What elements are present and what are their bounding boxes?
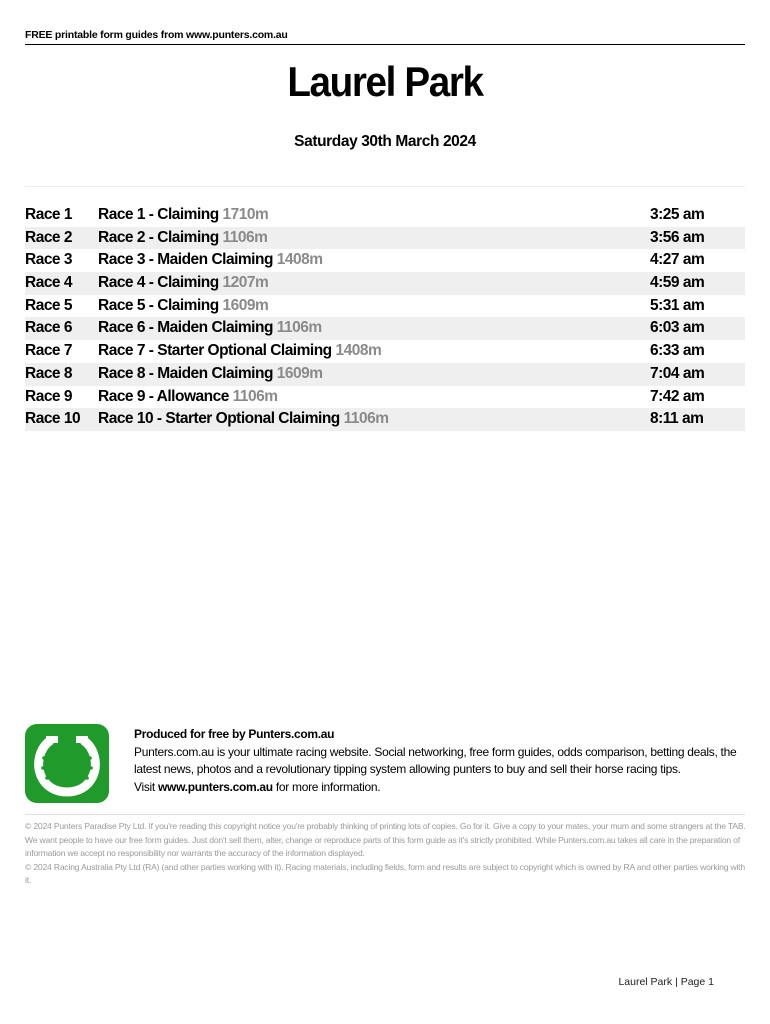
race-number: Race 7 [25,342,72,360]
race-title: Race 5 - Claiming [98,296,219,314]
page-title: Laurel Park [287,58,483,105]
race-name [98,317,322,340]
race-time: 3:56 am [650,228,705,246]
race-distance: 1609m [276,364,323,382]
race-title: Race 10 - Starter Optional Claiming [98,410,340,428]
copyright-punters: © 2024 Punters Paradise Pty Ltd. If you're reading this copyright notice you're probably thinking of printing lots of copies. Go for it. Give a copy to your mates, your mum and some strangers at the TAB. We want people to have our free form guides. Just don't sell them, alter, change or reproduce parts of this form guide as it's strictly prohibited. While Punters.com.au takes all care in the preparation of information we accept no responsibility nor warrants the accuracy of the information displayed. [25,821,746,859]
race-name [98,272,268,295]
race-distance: 1408m [276,251,323,269]
race-time: 5:31 am [650,296,705,314]
produced-heading: Produced for free by Punters.com.au [134,727,335,741]
race-row[interactable] [25,408,745,431]
race-number: Race 5 [25,296,72,314]
race-list [25,204,745,431]
race-time: 7:42 am [650,387,705,405]
race-row[interactable] [25,340,745,363]
section-divider [25,186,745,187]
race-number: Race 8 [25,364,72,382]
race-time: 4:59 am [650,274,705,292]
race-name [98,249,323,272]
race-number: Race 2 [25,228,72,246]
horseshoe-icon [25,724,109,803]
visit-prefix: Visit [134,779,158,794]
race-number: Race 9 [25,387,72,405]
race-distance: 1106m [222,228,268,246]
legal-notice [25,820,747,888]
race-name [98,386,278,409]
race-row[interactable] [25,249,745,272]
race-row[interactable] [25,295,745,318]
race-title: Race 3 - Maiden Claiming [98,251,273,269]
footer-divider [25,814,745,815]
race-time: 6:03 am [650,319,705,337]
race-number: Race 4 [25,274,72,292]
race-title: Race 7 - Starter Optional Claiming [98,342,332,360]
race-row[interactable] [25,227,745,250]
race-number: Race 1 [25,206,72,223]
race-distance: 1106m [232,387,278,405]
race-row[interactable] [25,386,745,409]
race-row[interactable] [25,272,745,295]
race-time: 6:33 am [650,342,705,360]
race-time: 8:11 am [650,410,704,428]
race-time: 4:27 am [650,251,705,269]
header-divider [25,44,745,45]
race-number: Race 3 [25,251,72,269]
race-name [98,363,323,386]
page-footer: Laurel Park | Page 1 [618,976,714,988]
punters-logo[interactable] [25,724,109,803]
race-time: 3:25 am [650,206,705,223]
race-name [98,227,267,250]
race-row[interactable] [25,363,745,386]
race-distance: 1710m [222,206,269,223]
race-number: Race 10 [25,410,81,428]
copyright-racing-australia: © 2024 Racing Australia Pty Ltd (RA) (and other parties working with it). Racing materials, including fields, form and results are subject to copyright which is owned by RA and other parties working with it. [25,861,745,886]
race-number: Race 6 [25,319,72,337]
visit-line [134,779,746,797]
race-distance: 1207m [222,274,269,292]
race-name [98,408,389,431]
race-name [98,204,268,227]
visit-suffix: for more information. [272,779,381,794]
meeting-date: Saturday 30th March 2024 [294,133,476,150]
visit-link[interactable]: www.punters.com.au [158,779,273,794]
promo-text: FREE printable form guides from www.punters.com.au [25,29,288,41]
race-row[interactable] [25,204,745,227]
race-title: Race 9 - Allowance [98,387,229,405]
race-title: Race 8 - Maiden Claiming [98,364,273,382]
race-row[interactable] [25,317,745,340]
produced-by-block [134,726,746,796]
race-title: Race 1 - Claiming [98,206,219,223]
race-title: Race 4 - Claiming [98,274,219,292]
race-name [98,340,381,363]
produced-body: Punters.com.au is your ultimate racing website. Social networking, free form guides, odds comparison, betting deals, the latest news, photos and a revolutionary tipping system allowing punters to buy and sell their horse racing tips. [134,744,737,776]
race-title: Race 2 - Claiming [98,228,219,246]
race-distance: 1106m [276,319,322,337]
race-time: 7:04 am [650,364,705,382]
race-distance: 1106m [343,410,389,428]
race-distance: 1408m [335,342,382,360]
race-title: Race 6 - Maiden Claiming [98,319,273,337]
race-distance: 1609m [222,296,269,314]
race-name [98,295,268,318]
